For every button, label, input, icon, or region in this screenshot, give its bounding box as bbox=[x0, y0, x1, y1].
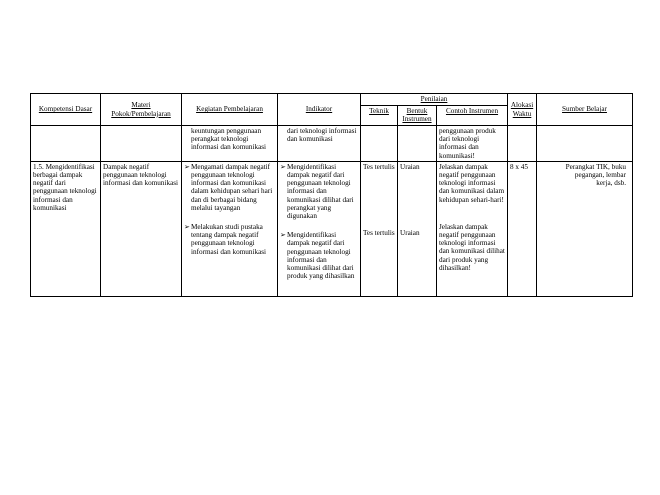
cell-contoh-continuation: penggunaan produk dari teknologi informasi dan komunikasi! bbox=[437, 126, 508, 162]
header-kegiatan: Kegiatan Pembelajaran bbox=[182, 94, 278, 126]
table-row-continuation bbox=[31, 126, 633, 162]
header-kompetensi: Kompetensi Dasar bbox=[31, 94, 101, 126]
cell-empty bbox=[508, 126, 537, 162]
cell-contoh: Jelaskan dampak negatif penggunaan teknologi informasi dan komunikasi dalam kehidupan sehari-hari! Jelaskan dampak negatif penggunaan teknologi informasi dan komunikasi dilihat dari produk yang dihasilkan! bbox=[437, 161, 508, 296]
cell-empty bbox=[101, 126, 182, 162]
arrow-bullet-icon: ➢ bbox=[280, 231, 286, 240]
list-item: ➢ Mengidentifikasi dampak negatif dari penggunaan teknologi informasi dan komunikasi dilihat dari perangkat yang digunakan bbox=[280, 162, 354, 221]
header-indikator: Indikator bbox=[278, 94, 361, 126]
cell-kegiatan-continuation: keuntungan penggunaan perangkat teknologi informasi dan komunikasi bbox=[182, 126, 278, 162]
header-teknik: Teknik bbox=[361, 106, 398, 126]
arrow-bullet-icon: ➢ bbox=[280, 162, 286, 171]
cell-empty bbox=[361, 126, 398, 162]
cell-teknik: Tes tertulis Tes tertulis bbox=[361, 161, 398, 296]
arrow-bullet-icon: ➢ bbox=[184, 223, 190, 232]
cell-indikator-continuation: dari teknologi informasi dan komunikasi bbox=[278, 126, 361, 162]
list-item: ➢ Melakukan studi pustaka tentang dampak negatif penggunaan teknologi informasi dan komunikasi bbox=[184, 223, 267, 256]
cell-alokasi: 8 x 45 bbox=[508, 161, 537, 296]
cell-sumber: Perangkat TIK, buku pegangan, lembar kerja, dsb. bbox=[537, 161, 633, 296]
silabus-table bbox=[30, 93, 633, 297]
header-sumber: Sumber Belajar bbox=[537, 94, 633, 126]
list-item: ➢ Mengamati dampak negatif penggunaan teknologi informasi dan komunikasi dalam kehidupan sehari hari dan di berbagai bidang melalui tayangan bbox=[184, 162, 273, 212]
header-materi: Materi Pokok/Pembelajaran bbox=[101, 94, 182, 126]
cell-empty bbox=[398, 126, 437, 162]
cell-materi: Dampak negatif penggunaan teknologi informasi dan komunikasi bbox=[101, 161, 182, 296]
table-row-kd-1-5 bbox=[31, 161, 633, 296]
arrow-bullet-icon: ➢ bbox=[184, 162, 190, 171]
cell-kompetensi: 1.5. Mengidentifikasi berbagai dampak negatif dari penggunaan teknologi informasi dan komunikasi bbox=[31, 161, 101, 296]
cell-kegiatan bbox=[182, 161, 278, 296]
header-alokasi: Alokasi Waktu bbox=[508, 94, 537, 126]
cell-indikator bbox=[278, 161, 361, 296]
cell-empty bbox=[537, 126, 633, 162]
cell-empty bbox=[31, 126, 101, 162]
header-penilaian: Penilaian bbox=[361, 94, 508, 106]
list-item: ➢ Mengidentifikasi dampak negatif dari penggunaan teknologi informasi dan komunikasi dilihat dari produk yang dihasilkan bbox=[280, 231, 355, 281]
header-contoh: Contoh Instrumen bbox=[437, 106, 508, 126]
header-bentuk: Bentuk Instrumen bbox=[398, 106, 437, 126]
cell-bentuk: Uraian Uraian bbox=[398, 161, 437, 296]
